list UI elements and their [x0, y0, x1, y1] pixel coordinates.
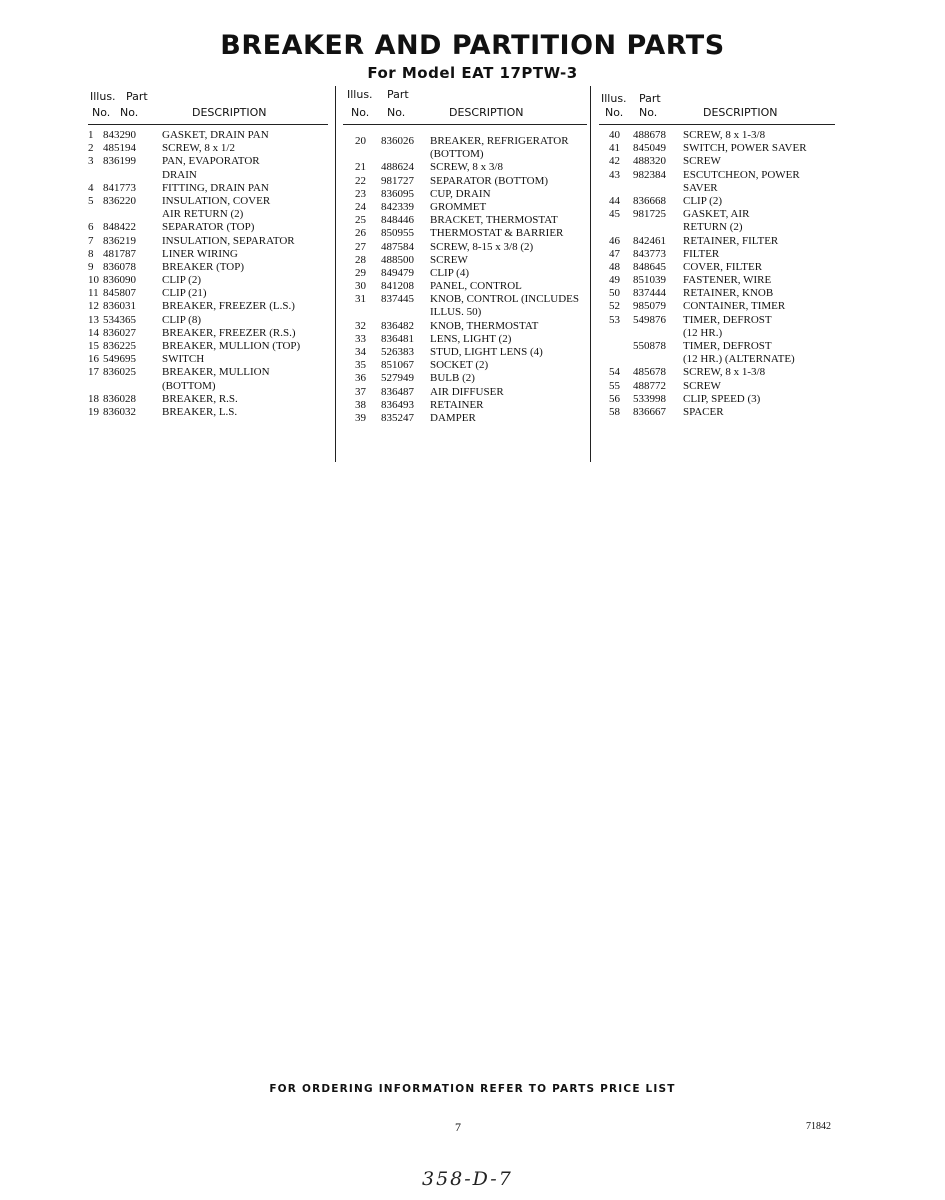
part-number: 550878: [633, 340, 666, 352]
parts-row: [88, 393, 328, 406]
part-description: THERMOSTAT & BARRIER: [430, 227, 564, 240]
illus-number: 48: [609, 260, 620, 273]
parts-row: [599, 261, 835, 274]
parts-row: [343, 412, 587, 425]
illus-number: 53: [609, 313, 620, 326]
part-description: ILLUS. 50): [430, 306, 482, 319]
part-description: FILTER: [683, 247, 720, 260]
illus-number: 28: [355, 253, 366, 266]
part-header-bottom: No.: [387, 106, 406, 119]
illus-number: 33: [355, 332, 366, 345]
parts-row: [599, 287, 835, 300]
illus-number: 56: [609, 392, 620, 405]
parts-column-1: [88, 88, 328, 419]
parts-row: [599, 314, 835, 327]
handwritten-note: 358-D-7: [422, 1168, 513, 1190]
illus-number: 40: [609, 129, 620, 141]
part-number: 836025: [103, 366, 136, 379]
parts-row: [88, 380, 328, 393]
parts-row: [599, 393, 835, 406]
parts-row: [599, 406, 835, 419]
parts-row: [88, 274, 328, 287]
illus-number: 35: [355, 359, 366, 372]
illus-number: 8: [88, 247, 94, 260]
parts-row: [343, 214, 587, 227]
part-description: CLIP (2): [162, 274, 202, 287]
part-number: 549876: [633, 313, 666, 326]
part-description: CLIP (2): [683, 194, 723, 207]
part-description: COVER, FILTER: [683, 260, 763, 273]
description-header: DESCRIPTION: [703, 106, 778, 119]
model-subtitle: For Model EAT 17PTW-3: [367, 64, 578, 82]
illus-number: 26: [355, 227, 366, 240]
parts-row: [599, 380, 835, 393]
part-description: CONTAINER, TIMER: [683, 300, 786, 313]
parts-column-3: [599, 88, 835, 419]
illus-number: 24: [355, 200, 366, 213]
illus-number: 50: [609, 287, 620, 300]
part-description: SEPARATOR (BOTTOM): [430, 174, 549, 187]
illus-header-top: Illus.: [601, 92, 627, 105]
part-description: GASKET, DRAIN PAN: [162, 129, 269, 141]
parts-row: [343, 161, 587, 174]
column-divider-1: [335, 86, 336, 462]
part-description: CLIP (4): [430, 266, 470, 279]
part-description: BREAKER, MULLION (TOP): [162, 340, 301, 352]
part-number: 836225: [103, 340, 136, 352]
part-header-top: Part: [387, 88, 409, 101]
parts-list: [88, 129, 328, 419]
part-description: FASTENER, WIRE: [683, 274, 772, 287]
parts-row: [343, 135, 587, 148]
parts-row: [599, 169, 835, 182]
part-number: 841773: [103, 181, 136, 194]
part-description: KNOB, THERMOSTAT: [430, 319, 539, 332]
part-description: CLIP (21): [162, 287, 207, 300]
part-description: BREAKER (TOP): [162, 260, 244, 273]
illus-number: 29: [355, 266, 366, 279]
part-description: BREAKER, FREEZER (L.S.): [162, 300, 295, 313]
part-description: PANEL, CONTROL: [430, 280, 522, 293]
part-number: 526383: [381, 346, 414, 358]
part-description: SWITCH: [162, 353, 205, 366]
parts-row: [343, 267, 587, 280]
part-description: RETAINER, KNOB: [683, 287, 774, 300]
part-number: 836032: [103, 405, 136, 418]
parts-row: [343, 359, 587, 372]
part-description: DRAIN: [162, 168, 197, 181]
part-number: 836095: [381, 187, 414, 200]
parts-row: [88, 155, 328, 168]
part-number: 836482: [381, 319, 414, 332]
part-description: RETURN (2): [683, 221, 743, 234]
description-header: DESCRIPTION: [192, 106, 267, 119]
illus-number: 10: [88, 274, 99, 287]
page-title: BREAKER AND PARTITION PARTS: [220, 30, 725, 61]
illus-number: 46: [609, 234, 620, 247]
parts-row: [343, 293, 587, 306]
illus-number: 38: [355, 398, 366, 411]
part-description: SCREW: [430, 253, 468, 266]
illus-number: 31: [355, 293, 366, 306]
parts-row: [343, 386, 587, 399]
illus-header-bottom: No.: [605, 106, 624, 119]
part-number: 836026: [381, 135, 414, 147]
parts-row: [599, 340, 835, 353]
part-header-bottom: No.: [639, 106, 658, 119]
parts-row: [343, 201, 587, 214]
part-description: TIMER, DEFROST: [683, 340, 772, 352]
part-description: SAVER: [683, 181, 718, 194]
part-number: 488678: [633, 129, 666, 141]
part-number: 836078: [103, 260, 136, 273]
part-description: LENS, LIGHT (2): [430, 332, 512, 345]
column-header: [88, 88, 328, 125]
parts-row: [599, 300, 835, 313]
part-description: RETAINER, FILTER: [683, 234, 779, 247]
part-description: GROMMET: [430, 200, 487, 213]
parts-row: [599, 129, 835, 142]
illus-number: 2: [88, 142, 94, 155]
part-number: 842461: [633, 234, 666, 247]
parts-row: [343, 399, 587, 412]
part-description: (12 HR.) (ALTERNATE): [683, 353, 795, 366]
part-header-top: Part: [126, 90, 148, 103]
parts-row: [88, 248, 328, 261]
parts-row: [88, 287, 328, 300]
parts-row: [599, 142, 835, 155]
illus-number: 49: [609, 274, 620, 287]
illus-number: 4: [88, 181, 94, 194]
parts-row: [88, 129, 328, 142]
illus-number: 41: [609, 142, 620, 155]
part-description: KNOB, CONTROL (INCLUDES: [430, 293, 580, 306]
part-description: LINER WIRING: [162, 247, 238, 260]
part-description: SCREW, 8 x 1-3/8: [683, 366, 766, 379]
part-number: 836481: [381, 332, 414, 345]
part-description: DAMPER: [430, 411, 476, 424]
part-number: 836031: [103, 300, 136, 313]
parts-row: [343, 241, 587, 254]
parts-row: [599, 327, 835, 340]
part-description: SCREW, 8 x 1-3/8: [683, 129, 766, 141]
parts-row: [88, 340, 328, 353]
parts-row: [88, 182, 328, 195]
part-description: CUP, DRAIN: [430, 187, 491, 200]
illus-number: 44: [609, 194, 620, 207]
illus-header-bottom: No.: [92, 106, 111, 119]
parts-column-2: [343, 88, 587, 425]
illus-number: 32: [355, 319, 366, 332]
parts-row: [88, 300, 328, 313]
parts-row: [599, 195, 835, 208]
part-number: 481787: [103, 247, 136, 260]
parts-row: [88, 142, 328, 155]
part-number: 836668: [633, 194, 666, 207]
part-description: CLIP (8): [162, 313, 202, 326]
part-description: BULB (2): [430, 372, 475, 385]
illus-number: 39: [355, 411, 366, 424]
illus-number: 54: [609, 366, 620, 379]
column-divider-2: [590, 86, 591, 462]
illus-number: 34: [355, 346, 366, 358]
illus-number: 13: [88, 313, 99, 326]
illus-number: 9: [88, 260, 94, 273]
parts-row: [599, 353, 835, 366]
part-number: 850955: [381, 227, 414, 240]
part-description: FITTING, DRAIN PAN: [162, 181, 269, 194]
part-number: 985079: [633, 300, 666, 313]
illus-number: 6: [88, 221, 94, 234]
column-header: [599, 88, 835, 125]
part-number: 835247: [381, 411, 414, 424]
illus-number: 19: [88, 405, 99, 418]
parts-list: [599, 129, 835, 419]
part-description: SWITCH, POWER SAVER: [683, 142, 807, 155]
parts-row: [343, 188, 587, 201]
illus-number: 22: [355, 174, 366, 187]
part-number: 982384: [633, 168, 666, 181]
part-number: 533998: [633, 392, 666, 405]
parts-row: [599, 366, 835, 379]
part-number: 848645: [633, 260, 666, 273]
illus-number: 16: [88, 353, 99, 366]
parts-row: [599, 235, 835, 248]
illus-number: 37: [355, 385, 366, 398]
part-description: AIR RETURN (2): [162, 208, 244, 221]
part-number: 851067: [381, 359, 414, 372]
part-description: (BOTTOM): [162, 379, 216, 392]
part-number: 845049: [633, 142, 666, 155]
parts-row: [88, 221, 328, 234]
illus-number: 27: [355, 240, 366, 253]
part-number: 534365: [103, 313, 136, 326]
illus-number: 30: [355, 280, 366, 293]
part-number: 849479: [381, 266, 414, 279]
parts-row: [599, 274, 835, 287]
part-description: STUD, LIGHT LENS (4): [430, 346, 543, 358]
part-description: (BOTTOM): [430, 148, 484, 161]
part-description: SCREW, 8-15 x 3/8 (2): [430, 240, 534, 253]
description-header: DESCRIPTION: [449, 106, 524, 119]
parts-row: [343, 320, 587, 333]
parts-row: [88, 366, 328, 379]
parts-row: [88, 353, 328, 366]
part-number: 841208: [381, 280, 414, 293]
part-number: 843290: [103, 129, 136, 141]
parts-row: [88, 314, 328, 327]
parts-row: [343, 148, 587, 161]
parts-row: [88, 195, 328, 208]
part-number: 836090: [103, 274, 136, 287]
illus-number: 20: [355, 135, 366, 147]
parts-row: [343, 254, 587, 267]
illus-number: 36: [355, 372, 366, 385]
part-description: SCREW, 8 x 3/8: [430, 161, 503, 174]
illus-number: 11: [88, 287, 99, 300]
part-number: 488624: [381, 161, 414, 174]
illus-number: 12: [88, 300, 99, 313]
part-description: SEPARATOR (TOP): [162, 221, 255, 234]
illus-header-bottom: No.: [351, 106, 370, 119]
parts-row: [599, 221, 835, 234]
parts-row: [599, 248, 835, 261]
page-number: 7: [455, 1120, 461, 1134]
part-number: 981727: [381, 174, 414, 187]
illus-number: 17: [88, 366, 99, 379]
part-number: 527949: [381, 372, 414, 385]
part-description: SCREW: [683, 379, 721, 392]
part-header-bottom: No.: [120, 106, 139, 119]
parts-row: [88, 261, 328, 274]
part-number: 848446: [381, 214, 414, 227]
parts-row: [88, 169, 328, 182]
part-number: 488320: [633, 155, 666, 168]
part-number: 549695: [103, 353, 136, 366]
part-description: TIMER, DEFROST: [683, 313, 772, 326]
parts-row: [599, 182, 835, 195]
part-description: SCREW, 8 x 1/2: [162, 142, 235, 155]
part-description: AIR DIFFUSER: [430, 385, 504, 398]
illus-number: 15: [88, 340, 99, 352]
parts-row: [88, 235, 328, 248]
part-number: 848422: [103, 221, 136, 234]
illus-header-top: Illus.: [347, 88, 373, 101]
illus-number: 5: [88, 194, 94, 207]
illus-number: 23: [355, 187, 366, 200]
part-description: BREAKER, MULLION: [162, 366, 270, 379]
illus-number: 52: [609, 300, 620, 313]
part-number: 836219: [103, 234, 136, 247]
ordering-footer: FOR ORDERING INFORMATION REFER TO PARTS PRICE LIST: [269, 1083, 676, 1095]
part-number: 488772: [633, 379, 666, 392]
part-header-top: Part: [639, 92, 661, 105]
illus-number: 14: [88, 326, 99, 339]
illus-number: 18: [88, 392, 99, 405]
illus-header-top: Illus.: [90, 90, 116, 103]
part-number: 488500: [381, 253, 414, 266]
parts-row: [343, 372, 587, 385]
parts-row: [343, 175, 587, 188]
parts-row: [88, 327, 328, 340]
illus-number: 1: [88, 129, 94, 141]
illus-number: 45: [609, 208, 620, 221]
part-description: INSULATION, COVER: [162, 194, 271, 207]
part-description: CLIP, SPEED (3): [683, 392, 761, 405]
column-header: [343, 88, 587, 125]
parts-row: [343, 346, 587, 359]
part-number: 981725: [633, 208, 666, 221]
part-number: 485194: [103, 142, 136, 155]
parts-list: [343, 135, 587, 425]
part-number: 836220: [103, 194, 136, 207]
parts-row: [343, 227, 587, 240]
part-description: BREAKER, L.S.: [162, 405, 238, 418]
part-number: 842339: [381, 200, 414, 213]
parts-row: [343, 333, 587, 346]
illus-number: 42: [609, 155, 620, 168]
part-description: INSULATION, SEPARATOR: [162, 234, 295, 247]
part-number: 836028: [103, 392, 136, 405]
part-description: SPACER: [683, 405, 724, 418]
part-number: 836493: [381, 398, 414, 411]
part-number: 836667: [633, 405, 666, 418]
illus-number: 58: [609, 405, 620, 418]
part-description: ESCUTCHEON, POWER: [683, 168, 800, 181]
parts-row: [343, 306, 587, 319]
parts-row: [599, 208, 835, 221]
part-number: 487584: [381, 240, 414, 253]
parts-row: [88, 406, 328, 419]
parts-row: [88, 208, 328, 221]
part-number: 851039: [633, 274, 666, 287]
part-description: BRACKET, THERMOSTAT: [430, 214, 558, 227]
part-number: 836487: [381, 385, 414, 398]
part-number: 843773: [633, 247, 666, 260]
part-number: 836027: [103, 326, 136, 339]
illus-number: 55: [609, 379, 620, 392]
part-description: (12 HR.): [683, 326, 723, 339]
illus-number: 25: [355, 214, 366, 227]
part-description: RETAINER: [430, 398, 484, 411]
illus-number: 7: [88, 234, 94, 247]
part-description: PAN, EVAPORATOR: [162, 155, 260, 168]
part-number: 837445: [381, 293, 414, 306]
part-number: 837444: [633, 287, 666, 300]
parts-row: [343, 280, 587, 293]
part-description: BREAKER, R.S.: [162, 392, 238, 405]
part-description: BREAKER, FREEZER (R.S.): [162, 326, 296, 339]
parts-row: [599, 155, 835, 168]
illus-number: 47: [609, 247, 620, 260]
illus-number: 21: [355, 161, 366, 174]
part-description: SOCKET (2): [430, 359, 489, 372]
part-number: 845807: [103, 287, 136, 300]
part-description: SCREW: [683, 155, 721, 168]
illus-number: 3: [88, 155, 94, 168]
part-description: BREAKER, REFRIGERATOR: [430, 135, 569, 147]
part-description: GASKET, AIR: [683, 208, 750, 221]
document-code: 71842: [806, 1121, 831, 1132]
illus-number: 43: [609, 168, 620, 181]
part-number: 836199: [103, 155, 136, 168]
part-number: 485678: [633, 366, 666, 379]
